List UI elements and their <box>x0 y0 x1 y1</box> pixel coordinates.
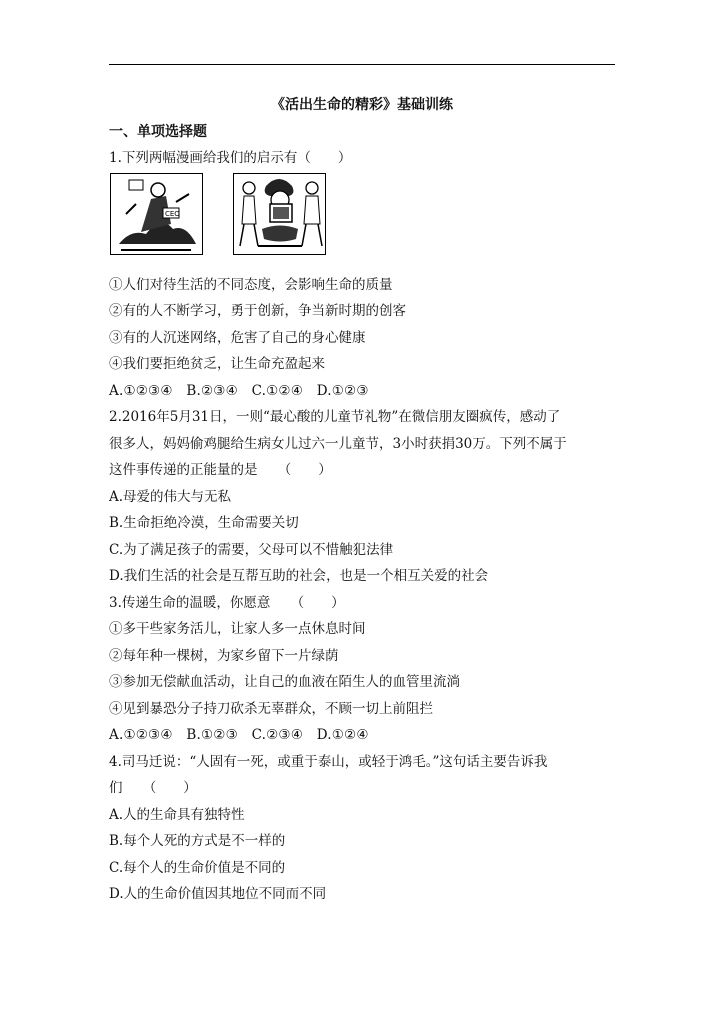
header-rule <box>109 64 615 65</box>
question-2-stem-line-2: 很多人，妈妈偷鸡腿给生病女儿过六一儿童节，3小时获捐30万。下列不属于 <box>109 436 567 452</box>
cartoon-right-drawing <box>234 174 325 254</box>
question-1-stem: 1.下列两幅漫画给我们的启示有（ ） <box>109 150 352 166</box>
q2-option-d: D.我们生活的社会是互帮互助的社会，也是一个相互关爱的社会 <box>109 568 489 584</box>
question-2-stem-line-3: 这件事传递的正能量的是 （ ） <box>109 462 332 478</box>
q1-options: A.①②③④ B.②③④ C.①②④ D.①②③ <box>109 383 369 399</box>
q4-option-c: C.每个人的生命价值是不同的 <box>109 860 286 876</box>
cartoon-image-left <box>110 173 203 255</box>
section-heading: 一、单项选择题 <box>109 124 207 140</box>
q3-statement-1: ①多干些家务活儿，让家人多一点休息时间 <box>109 621 366 637</box>
q1-statement-4: ④我们要拒绝贫乏，让生命充盈起来 <box>109 356 325 372</box>
question-2-stem-line-1: 2.2016年5月31日，一则“最心酸的儿童节礼物”在微信朋友圈疯传，感动了 <box>109 409 561 425</box>
q1-statement-2: ②有的人不断学习，勇于创新，争当新时期的创客 <box>109 303 406 319</box>
cartoon-left-caption: CEO <box>165 210 180 218</box>
question-4-stem-line-1: 4.司马迁说：“人固有一死，或重于泰山，或轻于鸿毛。”这句话主要告诉我 <box>109 754 548 770</box>
q1-statement-1: ①人们对待生活的不同态度，会影响生命的质量 <box>109 277 393 293</box>
q2-option-b: B.生命拒绝冷漠，生命需要关切 <box>109 515 299 531</box>
page-title: 《活出生命的精彩》基础训练 <box>271 97 453 113</box>
q3-statement-4: ④见到暴恐分子持刀砍杀无辜群众，不顾一切上前阻拦 <box>109 701 433 717</box>
q4-option-d: D.人的生命价值因其地位不同而不同 <box>109 886 327 902</box>
q2-option-c: C.为了满足孩子的需要，父母可以不惜触犯法律 <box>109 542 394 558</box>
cartoon-left-drawing <box>111 174 202 254</box>
q3-options: A.①②③④ B.①②③ C.②③④ D.①②④ <box>109 727 369 743</box>
q3-statement-2: ②每年种一棵树，为家乡留下一片绿荫 <box>109 648 339 664</box>
question-3-stem: 3.传递生命的温暖，你愿意 （ ） <box>109 595 345 611</box>
q3-statement-3: ③参加无偿献血活动，让自己的血液在陌生人的血管里流淌 <box>109 674 460 690</box>
cartoon-image-right <box>233 173 326 255</box>
q2-option-a: A.母爱的伟大与无私 <box>109 489 232 505</box>
q4-option-b: B.每个人死的方式是不一样的 <box>109 833 286 849</box>
question-4-stem-line-2: 们 （ ） <box>109 780 197 796</box>
q4-option-a: A.人的生命具有独特性 <box>109 807 245 823</box>
q1-statement-3: ③有的人沉迷网络，危害了自己的身心健康 <box>109 330 366 346</box>
